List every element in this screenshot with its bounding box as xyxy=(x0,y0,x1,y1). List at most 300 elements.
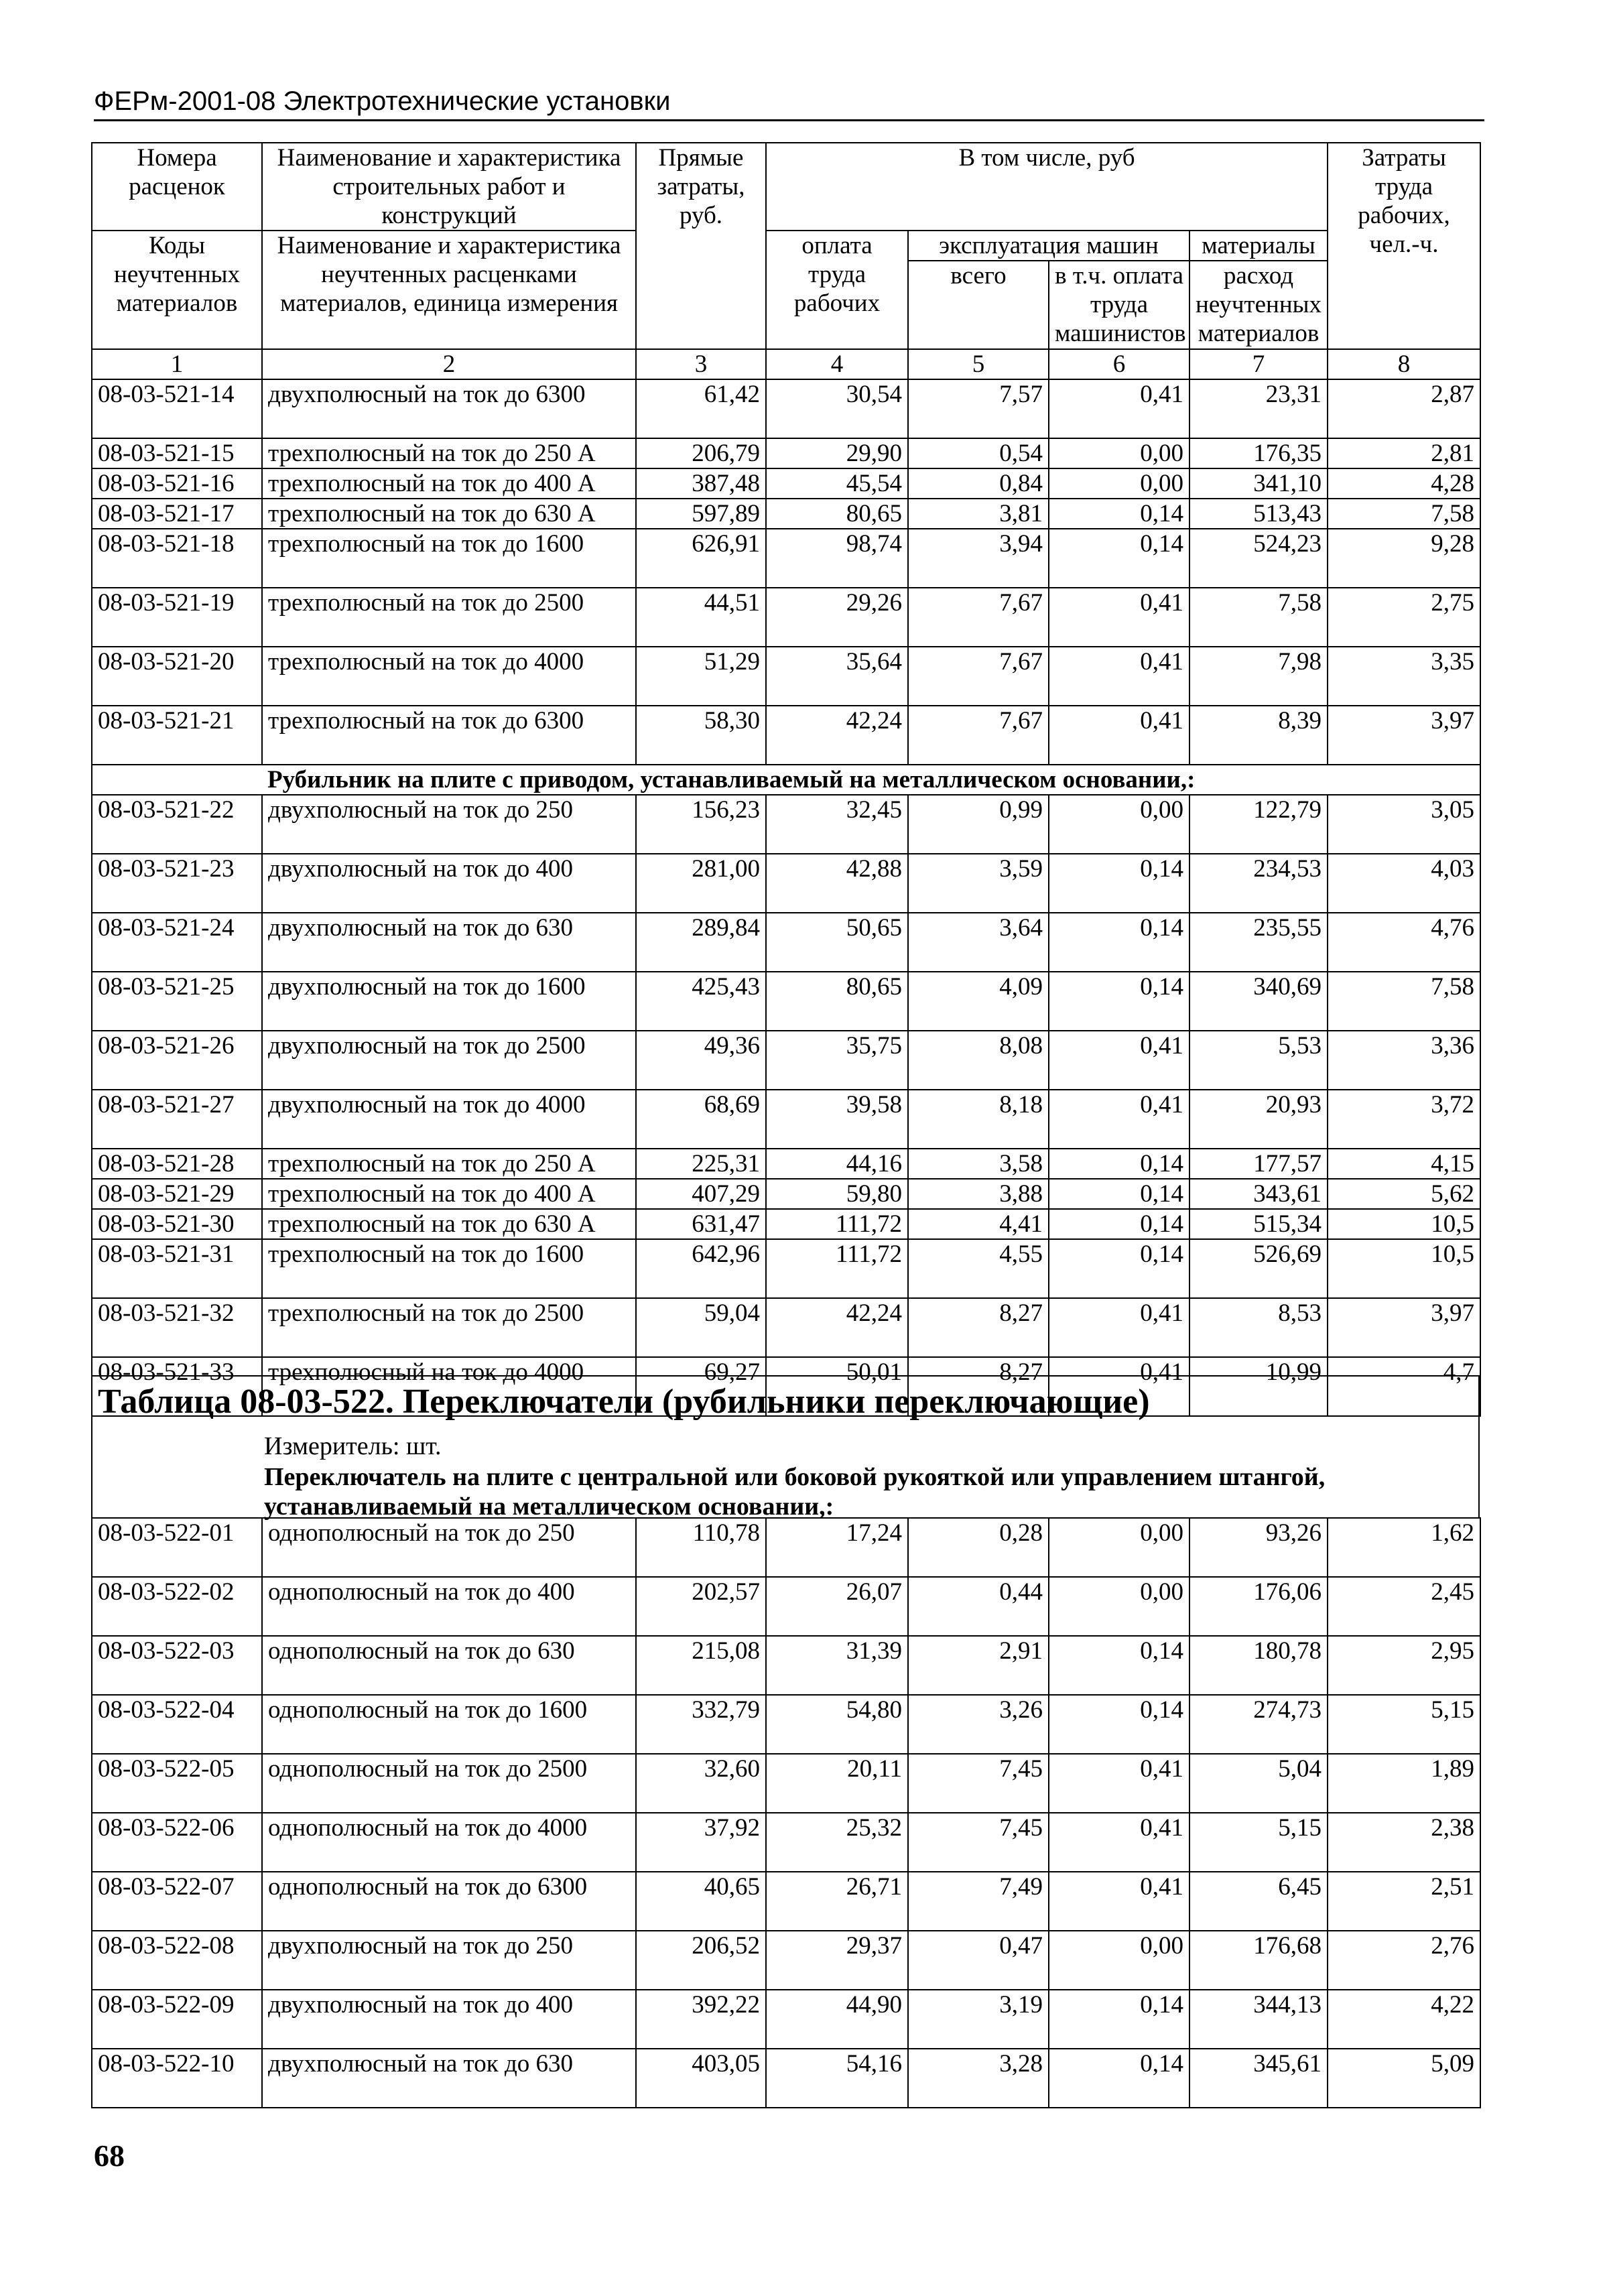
work-name: однополюсный на ток до 4000 xyxy=(268,1814,588,1842)
table-row xyxy=(92,1990,1480,2049)
direct-cost: 597,89 xyxy=(636,499,766,529)
machinist-pay: 0,41 xyxy=(1049,588,1189,647)
labor-hours: 4,03 xyxy=(1328,854,1480,913)
labor-hours: 7,58 xyxy=(1328,972,1480,1031)
table-row xyxy=(92,972,1480,1031)
work-unit xyxy=(262,1724,630,1753)
work-unit xyxy=(262,1060,630,1089)
work-unit xyxy=(262,1901,630,1930)
rate-code: 08-03-522-05 xyxy=(92,1754,262,1813)
column-number: 4 xyxy=(766,349,908,379)
machinist-pay: 0,14 xyxy=(1049,854,1189,913)
table-row xyxy=(92,1209,1480,1239)
header-machines-total: всего xyxy=(908,261,1049,349)
labor-pay: 42,24 xyxy=(766,1298,908,1357)
direct-cost: 403,05 xyxy=(636,2049,766,2108)
machinist-pay: 0,41 xyxy=(1049,1813,1189,1872)
header-machine-operation: эксплуатация машин xyxy=(908,231,1189,261)
labor-hours: 2,95 xyxy=(1328,1636,1480,1695)
work-name: трехполюсный на ток до 400 А xyxy=(268,470,596,497)
direct-cost: 110,78 xyxy=(636,1518,766,1577)
work-description xyxy=(262,795,636,854)
materials-cost: 122,79 xyxy=(1189,795,1328,854)
work-unit xyxy=(262,824,630,853)
materials-cost: 10,99 xyxy=(1189,1357,1328,1416)
machinist-pay: 0,14 xyxy=(1049,499,1189,529)
work-unit xyxy=(262,617,630,646)
machine-cost: 4,41 xyxy=(908,1209,1049,1239)
rate-code: 08-03-521-24 xyxy=(92,913,262,972)
work-description xyxy=(262,438,636,468)
rate-code: 08-03-522-07 xyxy=(92,1872,262,1931)
header-materials: материалы xyxy=(1189,231,1328,261)
machinist-pay: 0,00 xyxy=(1049,1518,1189,1577)
labor-pay: 50,01 xyxy=(766,1357,908,1416)
machinist-pay: 0,41 xyxy=(1049,1357,1189,1416)
rate-code: 08-03-521-27 xyxy=(92,1090,262,1149)
materials-cost: 513,43 xyxy=(1189,499,1328,529)
table-row xyxy=(92,499,1480,529)
work-description xyxy=(262,588,636,647)
direct-cost: 215,08 xyxy=(636,1636,766,1695)
work-unit xyxy=(262,1328,630,1356)
machine-cost: 3,28 xyxy=(908,2049,1049,2108)
work-name: трехполюсный на ток до 4000 xyxy=(268,648,584,676)
work-unit xyxy=(262,676,630,705)
header-materials-consumption: расход неучтенных материалов xyxy=(1189,261,1328,349)
materials-cost: 20,93 xyxy=(1189,1090,1328,1149)
work-description xyxy=(262,972,636,1031)
direct-cost: 59,04 xyxy=(636,1298,766,1357)
work-description xyxy=(262,1149,636,1179)
work-unit xyxy=(262,1960,630,1989)
work-description xyxy=(262,854,636,913)
table-row xyxy=(92,1149,1480,1179)
column-number: 1 xyxy=(92,349,262,379)
labor-hours: 3,36 xyxy=(1328,1031,1480,1090)
labor-hours: 2,76 xyxy=(1328,1931,1480,1990)
materials-cost: 235,55 xyxy=(1189,913,1328,972)
table-row xyxy=(92,438,1480,468)
table-row xyxy=(92,1239,1480,1298)
table-row xyxy=(92,1872,1480,1931)
machinist-pay: 0,14 xyxy=(1049,1695,1189,1754)
machine-cost: 8,27 xyxy=(908,1357,1049,1416)
work-description xyxy=(262,1239,636,1298)
labor-pay: 44,16 xyxy=(766,1149,908,1179)
materials-cost: 180,78 xyxy=(1189,1636,1328,1695)
rate-code: 08-03-521-33 xyxy=(92,1357,262,1416)
rate-code: 08-03-521-23 xyxy=(92,854,262,913)
labor-hours: 4,76 xyxy=(1328,913,1480,972)
labor-hours: 4,22 xyxy=(1328,1990,1480,2049)
work-name: трехполюсный на ток до 250 А xyxy=(268,1150,596,1177)
work-unit xyxy=(262,1001,630,1030)
labor-pay: 42,88 xyxy=(766,854,908,913)
machine-cost: 3,94 xyxy=(908,529,1049,588)
machinist-pay: 0,00 xyxy=(1049,795,1189,854)
rate-code: 08-03-522-02 xyxy=(92,1577,262,1636)
labor-hours: 10,5 xyxy=(1328,1239,1480,1298)
rate-code: 08-03-522-01 xyxy=(92,1518,262,1577)
work-name: трехполюсный на ток до 2500 xyxy=(268,1299,584,1327)
machine-cost: 7,49 xyxy=(908,1872,1049,1931)
table-row xyxy=(92,1518,1480,1577)
table-row xyxy=(92,854,1480,913)
direct-cost: 40,65 xyxy=(636,1872,766,1931)
work-description xyxy=(262,1179,636,1209)
direct-cost: 32,60 xyxy=(636,1754,766,1813)
materials-cost: 343,61 xyxy=(1189,1179,1328,1209)
work-name: однополюсный на ток до 400 xyxy=(268,1578,575,1606)
rate-code: 08-03-521-17 xyxy=(92,499,262,529)
machine-cost: 8,27 xyxy=(908,1298,1049,1357)
rate-code: 08-03-521-28 xyxy=(92,1149,262,1179)
direct-cost: 44,51 xyxy=(636,588,766,647)
labor-pay: 35,64 xyxy=(766,647,908,706)
work-description xyxy=(262,1754,636,1813)
labor-hours: 3,05 xyxy=(1328,795,1480,854)
work-name: двухполюсный на ток до 250 xyxy=(268,796,574,824)
materials-cost: 5,04 xyxy=(1189,1754,1328,1813)
labor-pay: 44,90 xyxy=(766,1990,908,2049)
machine-cost: 3,59 xyxy=(908,854,1049,913)
labor-hours: 7,58 xyxy=(1328,499,1480,529)
rate-code: 08-03-522-03 xyxy=(92,1636,262,1695)
work-name: однополюсный на ток до 250 xyxy=(268,1519,575,1547)
table-row xyxy=(92,529,1480,588)
direct-cost: 202,57 xyxy=(636,1577,766,1636)
work-description xyxy=(262,1209,636,1239)
machine-cost: 7,67 xyxy=(908,706,1049,765)
work-name: трехполюсный на ток до 4000 xyxy=(268,1358,584,1386)
labor-pay: 45,54 xyxy=(766,468,908,499)
rate-code: 08-03-522-08 xyxy=(92,1931,262,1990)
labor-hours: 2,45 xyxy=(1328,1577,1480,1636)
column-number: 8 xyxy=(1328,349,1480,379)
labor-pay: 26,07 xyxy=(766,1577,908,1636)
labor-hours: 5,62 xyxy=(1328,1179,1480,1209)
work-name: трехполюсный на ток до 630 А xyxy=(268,1210,596,1238)
header-worker-pay: оплата труда рабочих xyxy=(766,231,908,349)
work-name: трехполюсный на ток до 1600 xyxy=(268,530,584,558)
unit-of-measure: Измеритель: шт. xyxy=(264,1432,442,1460)
machine-cost: 0,28 xyxy=(908,1518,1049,1577)
table-row xyxy=(92,1577,1480,1636)
work-unit xyxy=(262,942,630,971)
machine-cost: 0,54 xyxy=(908,438,1049,468)
work-name: двухполюсный на ток до 250 xyxy=(268,1932,574,1960)
work-description xyxy=(262,1090,636,1149)
work-unit xyxy=(262,1119,630,1148)
rate-code: 08-03-521-26 xyxy=(92,1031,262,1090)
machinist-pay: 0,14 xyxy=(1049,1179,1189,1209)
materials-cost: 344,13 xyxy=(1189,1990,1328,2049)
work-description xyxy=(262,1931,636,1990)
work-description xyxy=(262,1695,636,1754)
table-row xyxy=(92,1298,1480,1357)
rate-code: 08-03-522-10 xyxy=(92,2049,262,2108)
labor-hours: 2,38 xyxy=(1328,1813,1480,1872)
work-description xyxy=(262,1872,636,1931)
work-name: однополюсный на ток до 630 xyxy=(268,1637,575,1665)
machine-cost: 4,09 xyxy=(908,972,1049,1031)
work-name: однополюсный на ток до 6300 xyxy=(268,1873,588,1901)
rate-code: 08-03-521-15 xyxy=(92,438,262,468)
header-including: В том числе, руб xyxy=(766,143,1328,231)
machinist-pay: 0,14 xyxy=(1049,2049,1189,2108)
labor-pay: 26,71 xyxy=(766,1872,908,1931)
section-heading-521: Рубильник на плите с приводом, устанавливаемый на металлическом основании,: xyxy=(267,766,1196,793)
labor-pay: 29,90 xyxy=(766,438,908,468)
labor-hours: 4,7 xyxy=(1328,1357,1480,1416)
rate-code: 08-03-521-30 xyxy=(92,1209,262,1239)
machine-cost: 3,64 xyxy=(908,913,1049,972)
materials-cost: 526,69 xyxy=(1189,1239,1328,1298)
labor-hours: 4,15 xyxy=(1328,1149,1480,1179)
materials-cost: 340,69 xyxy=(1189,972,1328,1031)
labor-hours: 3,97 xyxy=(1328,706,1480,765)
rate-code: 08-03-521-21 xyxy=(92,706,262,765)
labor-hours: 9,28 xyxy=(1328,529,1480,588)
labor-pay: 59,80 xyxy=(766,1179,908,1209)
materials-cost: 341,10 xyxy=(1189,468,1328,499)
direct-cost: 68,69 xyxy=(636,1090,766,1149)
materials-cost: 6,45 xyxy=(1189,1872,1328,1931)
machinist-pay: 0,41 xyxy=(1049,1754,1189,1813)
materials-cost: 8,53 xyxy=(1189,1298,1328,1357)
running-head: ФЕРм-2001-08 Электротехнические установки xyxy=(94,86,1484,121)
machine-cost: 3,58 xyxy=(908,1149,1049,1179)
work-description xyxy=(262,913,636,972)
direct-cost: 332,79 xyxy=(636,1695,766,1754)
labor-hours: 5,15 xyxy=(1328,1695,1480,1754)
machinist-pay: 0,41 xyxy=(1049,706,1189,765)
header-direct-costs: Прямые затраты, руб. xyxy=(636,143,766,349)
machinist-pay: 0,14 xyxy=(1049,1149,1189,1179)
work-name: трехполюсный на ток до 2500 xyxy=(268,589,584,617)
work-unit xyxy=(262,735,630,764)
labor-pay: 42,24 xyxy=(766,706,908,765)
work-unit xyxy=(262,1606,630,1635)
direct-cost: 58,30 xyxy=(636,706,766,765)
labor-pay: 31,39 xyxy=(766,1636,908,1695)
machinist-pay: 0,41 xyxy=(1049,1298,1189,1357)
table-row xyxy=(92,647,1480,706)
materials-cost: 234,53 xyxy=(1189,854,1328,913)
work-name: двухполюсный на ток до 400 xyxy=(268,855,574,883)
materials-cost: 93,26 xyxy=(1189,1518,1328,1577)
work-name: однополюсный на ток до 2500 xyxy=(268,1755,588,1783)
machine-cost: 8,08 xyxy=(908,1031,1049,1090)
labor-pay: 111,72 xyxy=(766,1239,908,1298)
direct-cost: 61,42 xyxy=(636,379,766,438)
machine-cost: 0,44 xyxy=(908,1577,1049,1636)
machine-cost: 2,91 xyxy=(908,1636,1049,1695)
work-unit xyxy=(262,1783,630,1812)
labor-hours: 2,87 xyxy=(1328,379,1480,438)
work-description xyxy=(262,1031,636,1090)
materials-cost: 515,34 xyxy=(1189,1209,1328,1239)
work-name: двухполюсный на ток до 4000 xyxy=(268,1091,586,1119)
labor-pay: 25,32 xyxy=(766,1813,908,1872)
rate-code: 08-03-521-20 xyxy=(92,647,262,706)
rate-code: 08-03-521-29 xyxy=(92,1179,262,1209)
direct-cost: 387,48 xyxy=(636,468,766,499)
machine-cost: 8,18 xyxy=(908,1090,1049,1149)
labor-pay: 29,26 xyxy=(766,588,908,647)
labor-hours: 3,97 xyxy=(1328,1298,1480,1357)
rate-code: 08-03-522-04 xyxy=(92,1695,262,1754)
labor-hours: 10,5 xyxy=(1328,1209,1480,1239)
labor-pay: 39,58 xyxy=(766,1090,908,1149)
materials-cost: 176,68 xyxy=(1189,1931,1328,1990)
materials-cost: 7,58 xyxy=(1189,588,1328,647)
rates-table-522 xyxy=(91,1517,1481,2108)
materials-cost: 524,23 xyxy=(1189,529,1328,588)
work-name: двухполюсный на ток до 2500 xyxy=(268,1032,586,1060)
column-number: 5 xyxy=(908,349,1049,379)
machine-cost: 3,81 xyxy=(908,499,1049,529)
direct-cost: 206,79 xyxy=(636,438,766,468)
machinist-pay: 0,41 xyxy=(1049,1031,1189,1090)
table-row xyxy=(92,588,1480,647)
work-name: двухполюсный на ток до 1600 xyxy=(268,973,586,1001)
work-unit xyxy=(262,2078,630,2107)
table-row xyxy=(92,1695,1480,1754)
machinist-pay: 0,14 xyxy=(1049,1239,1189,1298)
materials-cost: 5,53 xyxy=(1189,1031,1328,1090)
work-description xyxy=(262,1636,636,1695)
materials-cost: 177,57 xyxy=(1189,1149,1328,1179)
column-number: 3 xyxy=(636,349,766,379)
rate-code: 08-03-521-14 xyxy=(92,379,262,438)
machinist-pay: 0,41 xyxy=(1049,647,1189,706)
rate-code: 08-03-521-25 xyxy=(92,972,262,1031)
materials-cost: 8,39 xyxy=(1189,706,1328,765)
rate-code: 08-03-521-32 xyxy=(92,1298,262,1357)
work-unit xyxy=(262,1269,630,1297)
work-unit xyxy=(262,558,630,587)
labor-pay: 32,45 xyxy=(766,795,908,854)
work-unit xyxy=(262,1547,630,1576)
materials-cost: 5,15 xyxy=(1189,1813,1328,1872)
work-name: двухполюсный на ток до 6300 xyxy=(268,381,586,408)
machinist-pay: 0,14 xyxy=(1049,972,1189,1031)
machinist-pay: 0,00 xyxy=(1049,438,1189,468)
machine-cost: 7,67 xyxy=(908,647,1049,706)
work-description xyxy=(262,2049,636,2108)
direct-cost: 289,84 xyxy=(636,913,766,972)
work-unit xyxy=(262,1665,630,1694)
rate-code: 08-03-521-18 xyxy=(92,529,262,588)
materials-cost: 7,98 xyxy=(1189,647,1328,706)
machine-cost: 7,45 xyxy=(908,1813,1049,1872)
work-name: трехполюсный на ток до 630 А xyxy=(268,500,596,527)
rate-code: 08-03-521-16 xyxy=(92,468,262,499)
machine-cost: 3,88 xyxy=(908,1179,1049,1209)
column-number: 7 xyxy=(1189,349,1328,379)
table-row xyxy=(92,913,1480,972)
labor-pay: 80,65 xyxy=(766,499,908,529)
direct-cost: 49,36 xyxy=(636,1031,766,1090)
direct-cost: 425,43 xyxy=(636,972,766,1031)
labor-pay: 30,54 xyxy=(766,379,908,438)
work-unit xyxy=(262,883,630,912)
labor-pay: 29,37 xyxy=(766,1931,908,1990)
direct-cost: 51,29 xyxy=(636,647,766,706)
machine-cost: 3,19 xyxy=(908,1990,1049,2049)
direct-cost: 642,96 xyxy=(636,1239,766,1298)
table-522-heading xyxy=(91,1375,1480,1521)
direct-cost: 156,23 xyxy=(636,795,766,854)
labor-hours: 4,28 xyxy=(1328,468,1480,499)
direct-cost: 69,27 xyxy=(636,1357,766,1416)
header-material-codes: Коды неучтенных материалов xyxy=(92,231,262,349)
rate-code: 08-03-521-31 xyxy=(92,1239,262,1298)
labor-hours: 3,35 xyxy=(1328,647,1480,706)
work-name: двухполюсный на ток до 400 xyxy=(268,1991,574,2019)
machinist-pay: 0,41 xyxy=(1049,1872,1189,1931)
work-name: трехполюсный на ток до 1600 xyxy=(268,1240,584,1268)
work-description xyxy=(262,647,636,706)
header-labor-hours: Затраты труда рабочих, чел.-ч. xyxy=(1328,143,1480,349)
labor-hours: 2,51 xyxy=(1328,1872,1480,1931)
labor-pay: 20,11 xyxy=(766,1754,908,1813)
machinist-pay: 0,14 xyxy=(1049,913,1189,972)
work-description xyxy=(262,1518,636,1577)
page-number: 68 xyxy=(94,2139,125,2173)
rates-table-521 xyxy=(91,142,1481,1417)
table-row xyxy=(92,1031,1480,1090)
rate-code: 08-03-522-06 xyxy=(92,1813,262,1872)
direct-cost: 631,47 xyxy=(636,1209,766,1239)
work-name: трехполюсный на ток до 250 А xyxy=(268,440,596,467)
machinist-pay: 0,14 xyxy=(1049,529,1189,588)
table-row xyxy=(92,1931,1480,1990)
materials-cost: 23,31 xyxy=(1189,379,1328,438)
rate-code: 08-03-521-22 xyxy=(92,795,262,854)
work-name: однополюсный на ток до 1600 xyxy=(268,1696,588,1724)
direct-cost: 37,92 xyxy=(636,1813,766,1872)
column-number: 6 xyxy=(1049,349,1189,379)
table-row xyxy=(92,1636,1480,1695)
header-machinist-pay: в т.ч. оплата труда машинистов xyxy=(1049,261,1189,349)
table-row xyxy=(92,795,1480,854)
work-description xyxy=(262,499,636,529)
machine-cost: 4,55 xyxy=(908,1239,1049,1298)
machine-cost: 0,99 xyxy=(908,795,1049,854)
labor-pay: 54,16 xyxy=(766,2049,908,2108)
table-row xyxy=(92,706,1480,765)
work-description xyxy=(262,468,636,499)
work-unit xyxy=(262,1842,630,1871)
direct-cost: 206,52 xyxy=(636,1931,766,1990)
materials-cost: 176,06 xyxy=(1189,1577,1328,1636)
direct-cost: 626,91 xyxy=(636,529,766,588)
machinist-pay: 0,14 xyxy=(1049,1990,1189,2049)
machinist-pay: 0,41 xyxy=(1049,1090,1189,1149)
materials-cost: 274,73 xyxy=(1189,1695,1328,1754)
machine-cost: 0,84 xyxy=(908,468,1049,499)
table-row xyxy=(92,1754,1480,1813)
table-row xyxy=(92,379,1480,438)
labor-pay: 17,24 xyxy=(766,1518,908,1577)
labor-hours: 3,72 xyxy=(1328,1090,1480,1149)
labor-pay: 80,65 xyxy=(766,972,908,1031)
machine-cost: 7,57 xyxy=(908,379,1049,438)
labor-pay: 50,65 xyxy=(766,913,908,972)
